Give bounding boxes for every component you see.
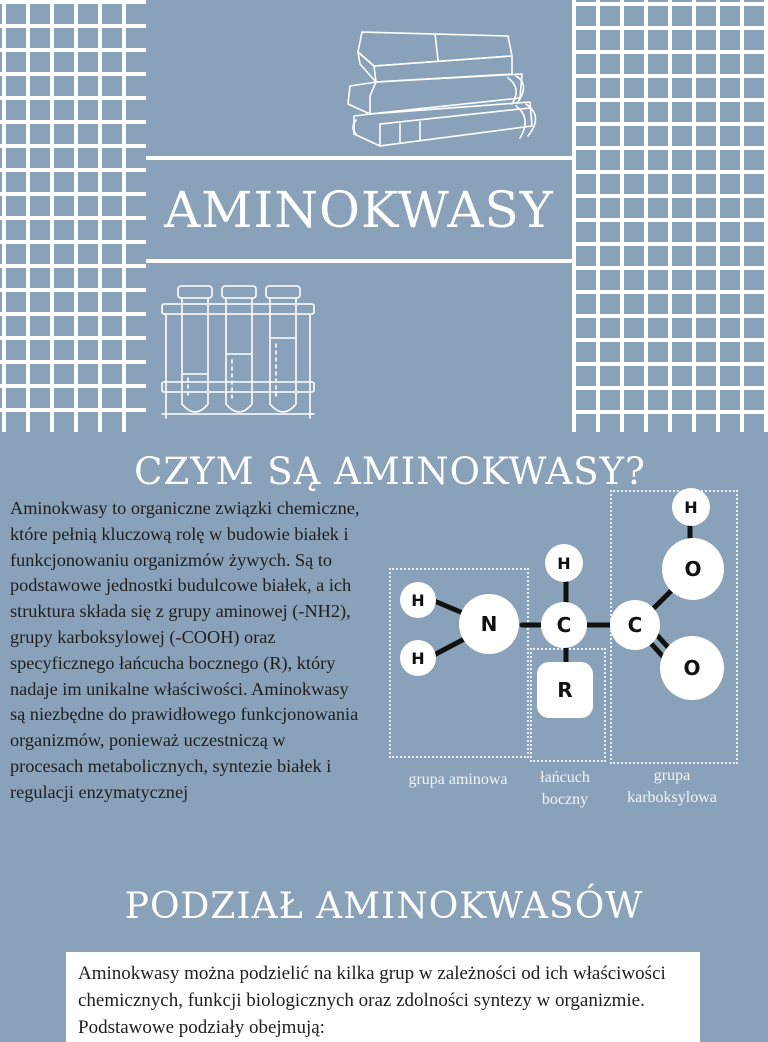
intro-paragraph: Aminokwasy to organiczne związki chemiczne, które pełnią kluczową rolę w budowie białek i funkcjonowaniu organizmów żywych. Są to podstawowe jednostki budulcowe białek, a ich struktura składa się z grupy aminowej (-NH2), grupy karboksylowej (-COOH) oraz specyficznego łańcucha bocznego (R), który nadaje im unikalne właściwości. Aminokwasy są niezbędne do prawidłowego funkcjonowania organizmów, ponieważ uczestniczą w procesach metabolicznych, syntezie białek i regulacji enzymatycznej [10,498,360,802]
title-divider-bottom [146,259,572,263]
grid-pattern-left [0,0,146,432]
page-title: AMINOKWASY [164,181,554,239]
label-side-chain-line2: boczny [541,791,589,808]
label-carboxyl-line1: grupa [653,767,691,784]
section-heading-classification: PODZIAŁ AMINOKWASÓW [124,886,644,927]
books-icon [340,24,555,164]
classification-paragraph: Aminokwasy można podzielić na kilka grup w zależności od ich właściwości chemicznych, funkcji biologicznych oraz zdolności syntezy w organizmie. Podstawowe podziały obejmują: [78,963,666,1038]
classification-card [66,952,700,1042]
test-tubes-icon [158,278,320,424]
carbon-atom-alpha: C [541,602,587,648]
side-chain-r: R [537,662,593,718]
carbon-atom-carboxyl: C [610,600,660,650]
grid-pattern-right [572,0,768,432]
label-carboxyl-line2: karboksylowa [627,789,717,806]
nitrogen-atom: N [459,594,519,654]
label-side-chain-line1: łańcuch [540,769,590,786]
hydrogen-atom-hydroxyl: H [672,488,710,526]
label-amino-group: grupa aminowa [408,771,508,788]
hydrogen-atom-top-left: H [400,582,436,618]
hydrogen-atom-bottom-left: H [400,640,436,676]
oxygen-atom-hydroxyl: O [662,538,724,600]
hydrogen-atom-alpha: H [545,544,583,582]
section-heading-what-are: CZYM SĄ AMINOKWASY? [134,450,646,493]
oxygen-atom-double: O [660,636,724,700]
